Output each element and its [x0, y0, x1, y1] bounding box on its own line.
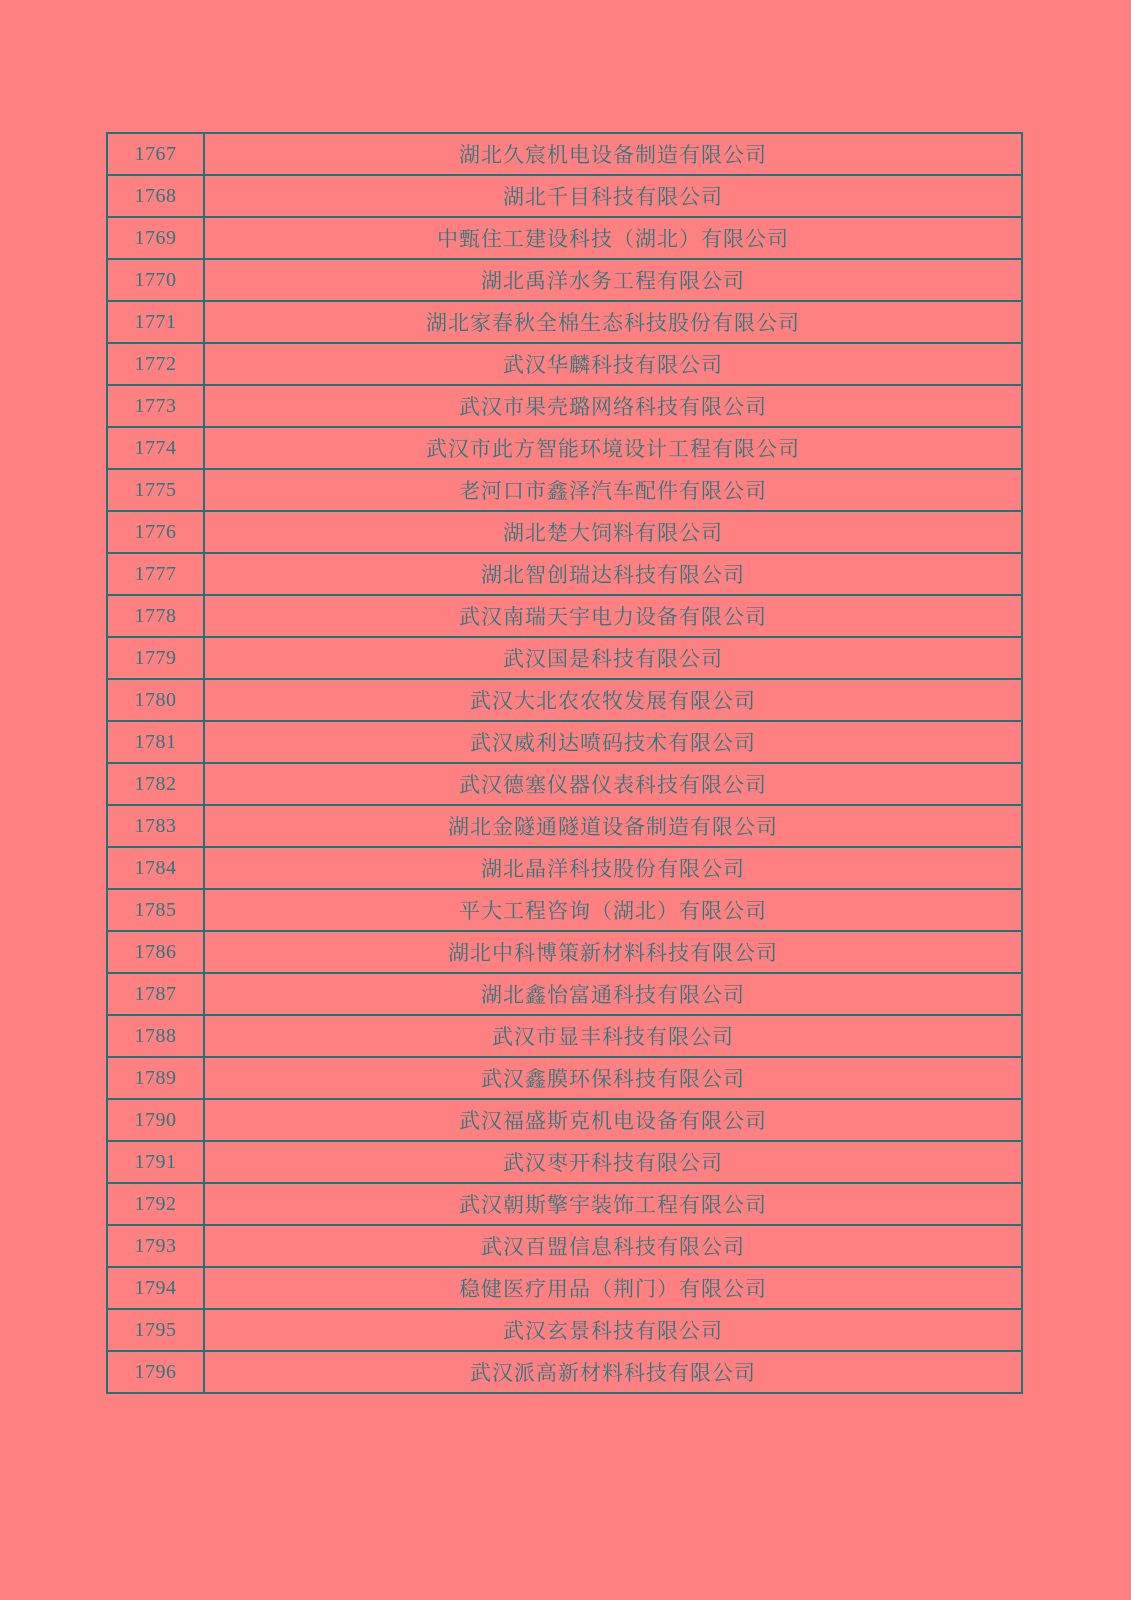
row-number: 1768	[107, 175, 204, 217]
table-row	[107, 847, 1022, 889]
company-name: 武汉威利达喷码技术有限公司	[204, 721, 1022, 763]
company-name: 平大工程咨询（湖北）有限公司	[204, 889, 1022, 931]
table-row	[107, 1015, 1022, 1057]
row-number: 1777	[107, 553, 204, 595]
table-row	[107, 259, 1022, 301]
table-row	[107, 343, 1022, 385]
row-number: 1785	[107, 889, 204, 931]
table-row	[107, 217, 1022, 259]
table-row	[107, 1099, 1022, 1141]
row-number: 1781	[107, 721, 204, 763]
company-name: 湖北智创瑞达科技有限公司	[204, 553, 1022, 595]
row-number: 1772	[107, 343, 204, 385]
row-number: 1778	[107, 595, 204, 637]
row-number: 1773	[107, 385, 204, 427]
row-number: 1779	[107, 637, 204, 679]
company-name: 湖北中科博策新材料科技有限公司	[204, 931, 1022, 973]
company-name: 武汉鑫膜环保科技有限公司	[204, 1057, 1022, 1099]
row-number: 1769	[107, 217, 204, 259]
company-name: 武汉德塞仪器仪表科技有限公司	[204, 763, 1022, 805]
table-row	[107, 595, 1022, 637]
table-row	[107, 301, 1022, 343]
row-number: 1789	[107, 1057, 204, 1099]
table-row	[107, 889, 1022, 931]
company-name: 湖北楚大饲料有限公司	[204, 511, 1022, 553]
company-name: 湖北晶洋科技股份有限公司	[204, 847, 1022, 889]
row-number: 1771	[107, 301, 204, 343]
row-number: 1782	[107, 763, 204, 805]
row-number: 1783	[107, 805, 204, 847]
table-row	[107, 721, 1022, 763]
row-number: 1791	[107, 1141, 204, 1183]
row-number: 1767	[107, 133, 204, 175]
table-row	[107, 763, 1022, 805]
table-row	[107, 679, 1022, 721]
row-number: 1792	[107, 1183, 204, 1225]
table-row	[107, 931, 1022, 973]
table-row	[107, 1141, 1022, 1183]
company-name: 武汉华麟科技有限公司	[204, 343, 1022, 385]
table-row	[107, 469, 1022, 511]
row-number: 1780	[107, 679, 204, 721]
company-name: 湖北金隧通隧道设备制造有限公司	[204, 805, 1022, 847]
company-name: 武汉玄景科技有限公司	[204, 1309, 1022, 1351]
row-number: 1786	[107, 931, 204, 973]
row-number: 1770	[107, 259, 204, 301]
company-name: 武汉朝斯擎宇装饰工程有限公司	[204, 1183, 1022, 1225]
table-row	[107, 553, 1022, 595]
company-name: 武汉派高新材料科技有限公司	[204, 1351, 1022, 1393]
company-name: 中甄住工建设科技（湖北）有限公司	[204, 217, 1022, 259]
table-row	[107, 1309, 1022, 1351]
table-row	[107, 637, 1022, 679]
table-row	[107, 1225, 1022, 1267]
company-name: 武汉南瑞天宇电力设备有限公司	[204, 595, 1022, 637]
table-row	[107, 1351, 1022, 1393]
company-name: 武汉国是科技有限公司	[204, 637, 1022, 679]
company-list-table	[106, 132, 1023, 1394]
company-name: 武汉枣开科技有限公司	[204, 1141, 1022, 1183]
company-name: 武汉百盟信息科技有限公司	[204, 1225, 1022, 1267]
company-name: 湖北家春秋全棉生态科技股份有限公司	[204, 301, 1022, 343]
row-number: 1790	[107, 1099, 204, 1141]
table-row	[107, 385, 1022, 427]
row-number: 1795	[107, 1309, 204, 1351]
company-name: 湖北千目科技有限公司	[204, 175, 1022, 217]
table-body	[107, 133, 1022, 1393]
company-name: 湖北禹洋水务工程有限公司	[204, 259, 1022, 301]
row-number: 1775	[107, 469, 204, 511]
table-row	[107, 133, 1022, 175]
company-name: 湖北久宸机电设备制造有限公司	[204, 133, 1022, 175]
company-name: 武汉市果壳璐网络科技有限公司	[204, 385, 1022, 427]
company-name: 武汉市显丰科技有限公司	[204, 1015, 1022, 1057]
company-name: 武汉市此方智能环境设计工程有限公司	[204, 427, 1022, 469]
company-name: 湖北鑫怡富通科技有限公司	[204, 973, 1022, 1015]
row-number: 1776	[107, 511, 204, 553]
row-number: 1793	[107, 1225, 204, 1267]
table-row	[107, 1057, 1022, 1099]
table-row	[107, 427, 1022, 469]
table-row	[107, 1183, 1022, 1225]
table-row	[107, 973, 1022, 1015]
company-name: 武汉大北农农牧发展有限公司	[204, 679, 1022, 721]
row-number: 1796	[107, 1351, 204, 1393]
row-number: 1774	[107, 427, 204, 469]
table-row	[107, 1267, 1022, 1309]
table-row	[107, 805, 1022, 847]
company-name: 老河口市鑫泽汽车配件有限公司	[204, 469, 1022, 511]
row-number: 1787	[107, 973, 204, 1015]
row-number: 1794	[107, 1267, 204, 1309]
row-number: 1788	[107, 1015, 204, 1057]
company-name: 武汉福盛斯克机电设备有限公司	[204, 1099, 1022, 1141]
table-row	[107, 175, 1022, 217]
row-number: 1784	[107, 847, 204, 889]
company-name: 稳健医疗用品（荆门）有限公司	[204, 1267, 1022, 1309]
table-row	[107, 511, 1022, 553]
